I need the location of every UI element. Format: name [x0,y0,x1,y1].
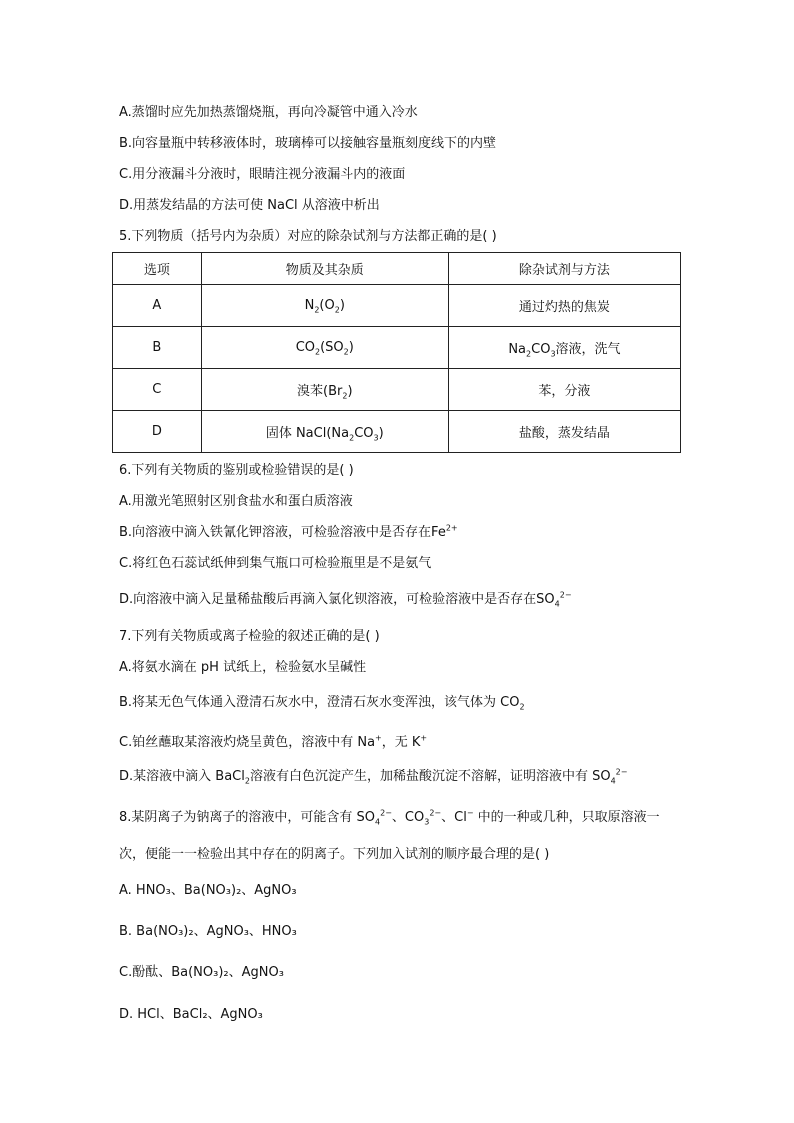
table-row [113,411,681,453]
row-substance: 固体 $NaCl(Na_2CO_3)$ [201,411,448,453]
q8-option-b: B. Ba(NO₃)₂、AgNO₃、HNO₃ [119,924,297,939]
table-header-substance: 物质及其杂质 [201,253,448,285]
q7-option-c: C.铂丝蘸取某溶液灼烧呈黄色，溶液中有 Na+，无 K+ [119,733,428,750]
q7-option-d: D.某溶液中滴入 BaCl$_2$溶液有白色沉淀产生，加稀盐酸沉淀不溶解，证明溶液中有 $SO_4^{2-}$ [119,767,628,786]
row-substance: $CO_2(SO_2)$ [201,327,448,369]
table-header-option: 选项 [113,253,202,285]
q4-option-b: B.向容量瓶中转移液体时，玻璃棒可以接触容量瓶刻度线下的内壁 [119,136,497,151]
row-substance: 溴苯$(Br_2)$ [201,369,448,411]
q8-option-c: C.酚酞、Ba(NO₃)₂、AgNO₃ [119,965,284,980]
row-method: 苯，分液 [448,369,680,411]
table-row [113,285,681,327]
q7-option-a: A.将氨水滴在 pH 试纸上，检验氨水呈碱性 [119,660,367,675]
q4-option-a: A.蒸馏时应先加热蒸馏烧瓶，再向冷凝管中通入冷水 [119,105,418,120]
q8-stem-line2: 次，便能一一检验出其中存在的阴离子。下列加入试剂的顺序最合理的是( ) [119,847,550,862]
row-method: 通过灼热的焦炭 [448,285,680,327]
row-option: B [113,327,202,369]
row-method: 盐酸，蒸发结晶 [448,411,680,453]
q6-option-a: A.用激光笔照射区别食盐水和蛋白质溶液 [119,494,353,509]
row-option: A [113,285,202,327]
q8-option-d: D. HCl、BaCl₂、AgNO₃ [119,1007,263,1022]
table-header-row [113,253,681,285]
table-header-method: 除杂试剂与方法 [448,253,680,285]
q5-stem: 5.下列物质（括号内为杂质）对应的除杂试剂与方法都正确的是( ) [119,229,497,244]
row-method: $Na_2CO_3$溶液，洗气 [448,327,680,369]
row-option: D [113,411,202,453]
q6-option-c: C.将红色石蕊试纸伸到集气瓶口可检验瓶里是不是氨气 [119,556,432,571]
q7-stem: 7.下列有关物质或离子检验的叙述正确的是( ) [119,629,380,644]
q6-option-b: B.向溶液中滴入铁氰化钾溶液，可检验溶液中是否存在$Fe^{2+}$ [119,523,458,540]
q7-option-b: B.将某无色气体通入澄清石灰水中，澄清石灰水变浑浊，该气体为 $CO_2$ [119,695,525,712]
q6-option-d: D.向溶液中滴入足量稀盐酸后再滴入氯化钡溶液，可检验溶液中是否存在$SO_4^{2-}$ [119,590,572,609]
q8-stem-line1: 8.某阴离子为钠离子的溶液中，可能含有 $SO_4^{2-}$、$CO_3^{2-}$、Cl− 中的一种或几种，只取原溶液一 [119,808,660,827]
row-substance: $N_2(O_2)$ [201,285,448,327]
q5-options-table [112,252,681,453]
table-row [113,327,681,369]
row-option: C [113,369,202,411]
table-row [113,369,681,411]
q6-stem: 6.下列有关物质的鉴别或检验错误的是( ) [119,463,354,478]
q8-option-a: A. HNO₃、Ba(NO₃)₂、AgNO₃ [119,883,297,898]
q4-option-c: C.用分液漏斗分液时，眼睛注视分液漏斗内的液面 [119,167,406,182]
q4-option-d: D.用蒸发结晶的方法可使 NaCl 从溶液中析出 [119,198,380,213]
